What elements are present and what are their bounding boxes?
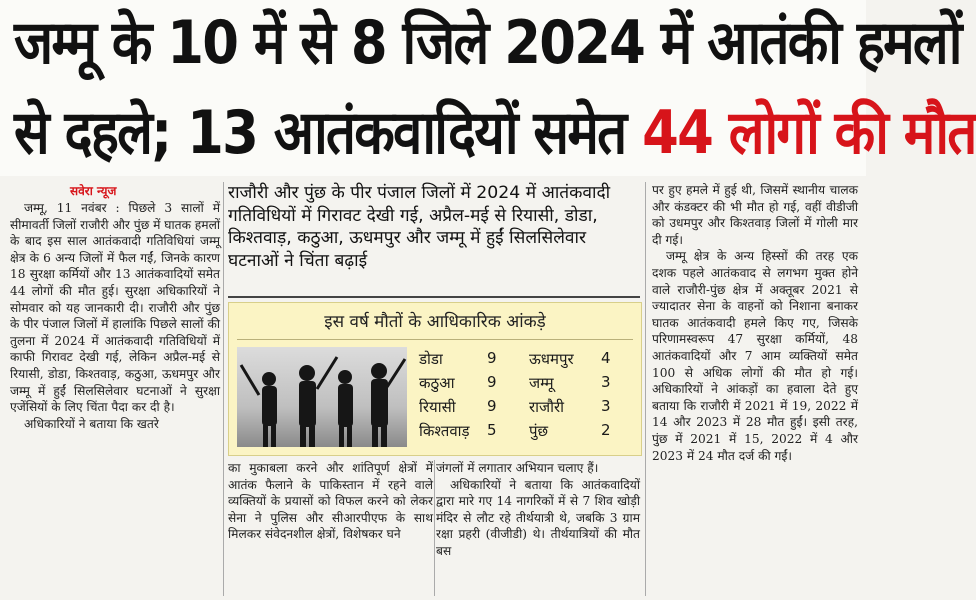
headline-highlight: 44 लोगों की मौत — [642, 98, 976, 168]
column-divider — [645, 182, 646, 596]
stat-count: 4 — [601, 349, 611, 367]
article-column-1 — [10, 200, 220, 596]
headline-line-1: जम्मू के 10 में से 8 जिले 2024 में आतंकी हमलों — [14, 8, 961, 78]
column-divider — [223, 182, 224, 596]
paragraph: अधिकारियों ने बताया कि आतंकवादियों द्वारा मारे गए 14 नागरिकों में से 7 शिव खोड़ी मंदिर से लौट रहे तीर्थयात्री थे, जबकि 3 ग्राम रक्षा प्रहरी (वीजीडी) थे। तीर्थयात्रियों की मौत बस — [436, 477, 640, 558]
paragraph: जम्मू क्षेत्र के अन्य हिस्सों की तरह एक दशक पहले आतंकवाद से लगभग मुक्त होने वाले राजौरी-पुंछ क्षेत्र में अक्तूबर 2021 से ज्यादातर सेना के वाहनों को निशाना बनाकर घातक आतंकवादी हमले किए गए, जिसके परिणामस्वरूप 47 सुरक्षा कर्मियों, 48 आतंकवादियों और 7 आम व्यक्तियों समेत 100 से अधिक लोगों की मौत हो गई। अधिकारियों ने आंकड़ों का हवाला देते हुए बताया कि राजौरी में 2021 में 19, 2022 में 14 और 2023 में 28 मौत हुईं। इसी तरह, पुंछ में 2021 में 15, 2022 में 4 और 2023 में 24 मौत दर्ज की गईं। — [652, 249, 858, 463]
headline-line-2-text: से दहले; 13 आतंकवादियों समेत — [14, 98, 643, 168]
stat-count: 9 — [487, 397, 497, 415]
stats-box-title: इस वर्ष मौतों के आधिकारिक आंकड़े — [324, 312, 546, 332]
deck-divider — [228, 296, 640, 298]
stat-district: रियासी — [419, 398, 456, 416]
stat-district: राजौरी — [529, 398, 565, 416]
stat-district: कठुआ — [419, 374, 455, 392]
byline: सवेरा न्यूज — [70, 184, 117, 198]
paragraph: पर हुए हमले में हुई थी, जिसमें स्थानीय चालक और कंडक्टर की भी मौत हो गई, वहीं वीडीजी को उधमपुर और किश्तवाड़ जिलों में गोली मार दी गई। — [652, 183, 858, 247]
stat-count: 3 — [601, 397, 611, 415]
paragraph: जंगलों में लगातार अभियान चलाए हैं। — [436, 461, 599, 475]
headline-area — [0, 0, 976, 176]
stat-district: जम्मू — [529, 374, 554, 392]
paragraph: जम्मू, 11 नवंबर : पिछले 3 सालों में सीमावर्ती जिलों राजौरी और पुंछ में घातक हमलों के बाद इस साल आतंकवादी गतिविधियां जम्मू क्षेत्र के 6 अन्य जिलों में फैल गईं, जिनके कारण 18 सुरक्षा कर्मियों और 13 आतंकवादियों समेत 44 लोगों की मौत हुई। सुरक्षा अधिकारियों ने सोमवार को यह जानकारी दी। राजौरी और पुंछ के पीर पंजाल जिलों में हालांकि पिछले सालों की तुलना में 2024 में आतंकवादी गतिविधियों में काफी गिरावट देखी गई, लेकिन अप्रैल-मई से रियासी, डोडा, किश्तवाड़, कठुआ, ऊधमपुर और जम्मू में हुईं सिलसिलेवार घटनाओं ने सुरक्षा एजेंसियों के लिए चिंता पैदा कर दी है। — [10, 201, 220, 415]
stats-box-divider — [237, 339, 633, 340]
column-divider — [434, 460, 435, 596]
stat-count: 2 — [601, 421, 611, 439]
stat-count: 9 — [487, 349, 497, 367]
article-column-3 — [436, 460, 640, 596]
stats-box — [228, 302, 642, 456]
stat-count: 9 — [487, 373, 497, 391]
paragraph: अधिकारियों ने बताया कि खतरे — [24, 416, 159, 431]
stat-count: 5 — [487, 421, 497, 439]
article-column-4 — [652, 182, 858, 596]
headline-line-2 — [14, 96, 976, 170]
paragraph: का मुकाबला करने और शांतिपूर्ण क्षेत्रों में आतंक फैलाने के पाकिस्तान में रहने वाले व्यक्तियों के प्रयासों को विफल करने को लेकर सेना ने पुलिस और सीआरपीएफ के साथ मिलकर संवेदनशील क्षेत्रों, विशेषकर घने — [228, 461, 433, 542]
stat-district: पुंछ — [529, 422, 549, 440]
stat-count: 3 — [601, 373, 611, 391]
stat-district: डोडा — [419, 350, 443, 368]
stat-district: किश्तवाड़ — [419, 422, 470, 440]
stat-district: ऊधमपुर — [529, 350, 574, 368]
militants-silhouette-photo — [237, 347, 407, 447]
article-column-2 — [228, 460, 433, 596]
soldiers-silhouette-icon — [237, 347, 407, 447]
deck-subheadline: राजौरी और पुंछ के पीर पंजाल जिलों में 2024 में आतंकवादी गतिविधियों में गिरावट देखी गई, अप्रैल-मई से रियासी, डोडा, किश्तवाड़, कठुआ, ऊधमपुर और जम्मू में हुईं सिलसिलेवार घटनाओं ने चिंता बढ़ाई — [228, 183, 611, 271]
